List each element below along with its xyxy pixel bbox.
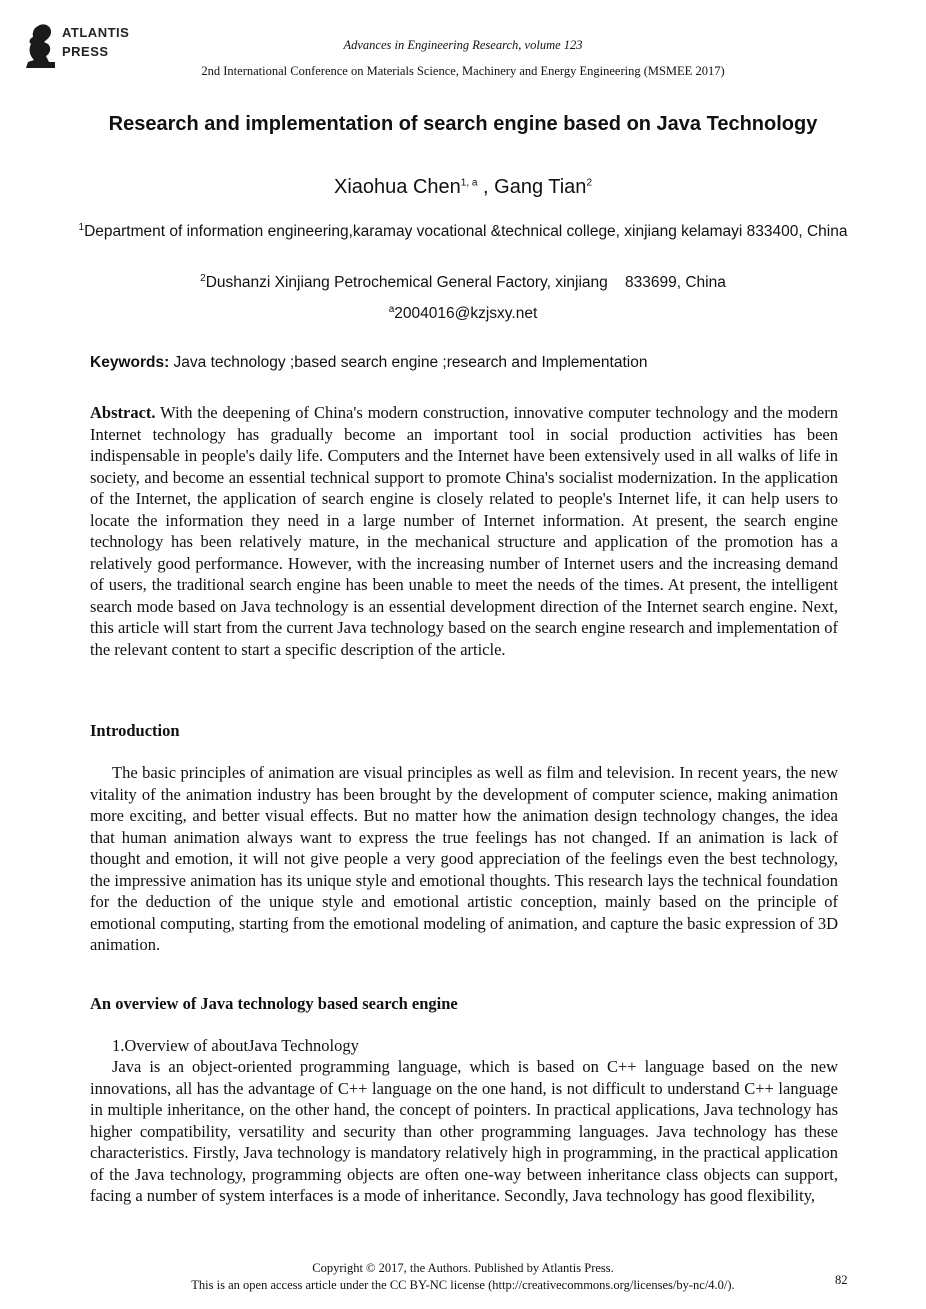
introduction-heading: Introduction [90, 721, 180, 740]
author-2-name: Gang Tian [494, 176, 587, 198]
author-separator: , [477, 176, 495, 198]
keywords-label: Keywords: [90, 354, 170, 371]
overview-heading: An overview of Java technology based search engine [90, 994, 458, 1013]
footer-license: This is an open access article under the CC BY-NC license (http://creativecommons.org/licenses/by-nc/4.0/). [191, 1278, 735, 1292]
affiliation-1 [60, 222, 866, 242]
logo-line-1: ATLANTIS [62, 25, 130, 40]
introduction-text: The basic principles of animation are visual principles as well as film and television. In recent years, the new vitality of the animation industry has been brought by the development of computer science, making animation more exciting, and better visual effects. But no matter how the animation design technology changes, the idea that human animation always want to express the true feelings has not changed. If an animation is lack of thought and emotion, it will not give people a very good appreciation of the feelings even the best technology, the impressive animation has its unique style and emotional thoughts. This research lays the technical foundation for the deduction of the unique style and emotional artistic conception, mainly based on the principle of emotional computing, starting from the emotional modeling of animation, and capture the basic expression of 3D animation. [90, 763, 838, 954]
author-email [60, 304, 866, 324]
affiliation-2-sup: 2 [200, 272, 206, 284]
affiliation-2 [60, 273, 866, 293]
email-sup: a [388, 303, 395, 315]
footer-copyright: Copyright © 2017, the Authors. Published by Atlantis Press. [312, 1261, 614, 1275]
logo-line-2: PRESS [62, 44, 109, 59]
journal-header: Advances in Engineering Research, volume 123 [343, 38, 583, 52]
author-2-sup: 2 [586, 177, 592, 189]
abstract-text: With the deepening of China's modern construction, innovative computer technology and the modern Internet technology has gradually become an important tool in social production activities has been indispensable in people's daily life. Computers and the Internet have been extensively used in all walks of life in society, and become an essential technical support to promote China's socialist modernization. In the application of the Internet, the application of search engine is closely related to people's Internet life, it can help users to locate the information they need in a large number of Internet information. At present, the search engine technology has been relatively mature, in the mechanical structure and application of the promotion has a relatively good performance. However, with the increasing number of Internet users and the increasing demand of users, the traditional search engine has been unable to meet the needs of the times. At present, the intelligent search mode based on Java technology is an essential development direction of the Internet search engine. Next, this article will start from the current Java technology based on the search engine research and implementation of the relevant content to start a specific description of the article. [90, 403, 838, 659]
email-text: 2004016@kzjsxy.net [394, 305, 538, 322]
affiliation-1-sup: 1 [78, 221, 85, 233]
keywords-text: Java technology ;based search engine ;research and Implementation [169, 354, 648, 371]
affiliation-2-text: Dushanzi Xinjiang Petrochemical General Factory, xinjiang 833699, China [205, 274, 726, 291]
overview-text: Java is an object-oriented programming language, which is based on C++ language based on the new innovations, all has the advantage of C++ language on the one hand, is not difficult to understand C++ language in multiple inheritance, on the other hand, the concept of pointers. In practical applications, Java technology has higher compatibility, versatility and security than other programming languages. Java technology has these characteristics. Firstly, Java technology is mandatory relatively high in programming, in the practical application of the Java technology, programming objects are often one-way between inheritance class objects can support, facing a number of system interfaces is a mode of inheritance. Secondly, Java technology has good flexibility, [90, 1057, 838, 1205]
paper-title: Research and implementation of search engine based on Java Technology [108, 113, 818, 135]
author-line [0, 176, 926, 199]
author-1-name: Xiaohua Chen [334, 176, 461, 198]
keywords [90, 354, 647, 372]
abstract-label: Abstract. [90, 403, 156, 422]
abstract [90, 402, 838, 660]
conference-header: 2nd International Conference on Materials Science, Machinery and Energy Engineering (MSMEE 2017) [201, 64, 725, 78]
affiliation-1-text: Department of information engineering,karamay vocational &technical college, xinjiang kelamayi 833400, China [84, 223, 848, 240]
page-number: 82 [835, 1273, 848, 1287]
overview-subheading: 1.Overview of aboutJava Technology [112, 1036, 359, 1055]
author-1-sup: 1, a [460, 177, 478, 189]
